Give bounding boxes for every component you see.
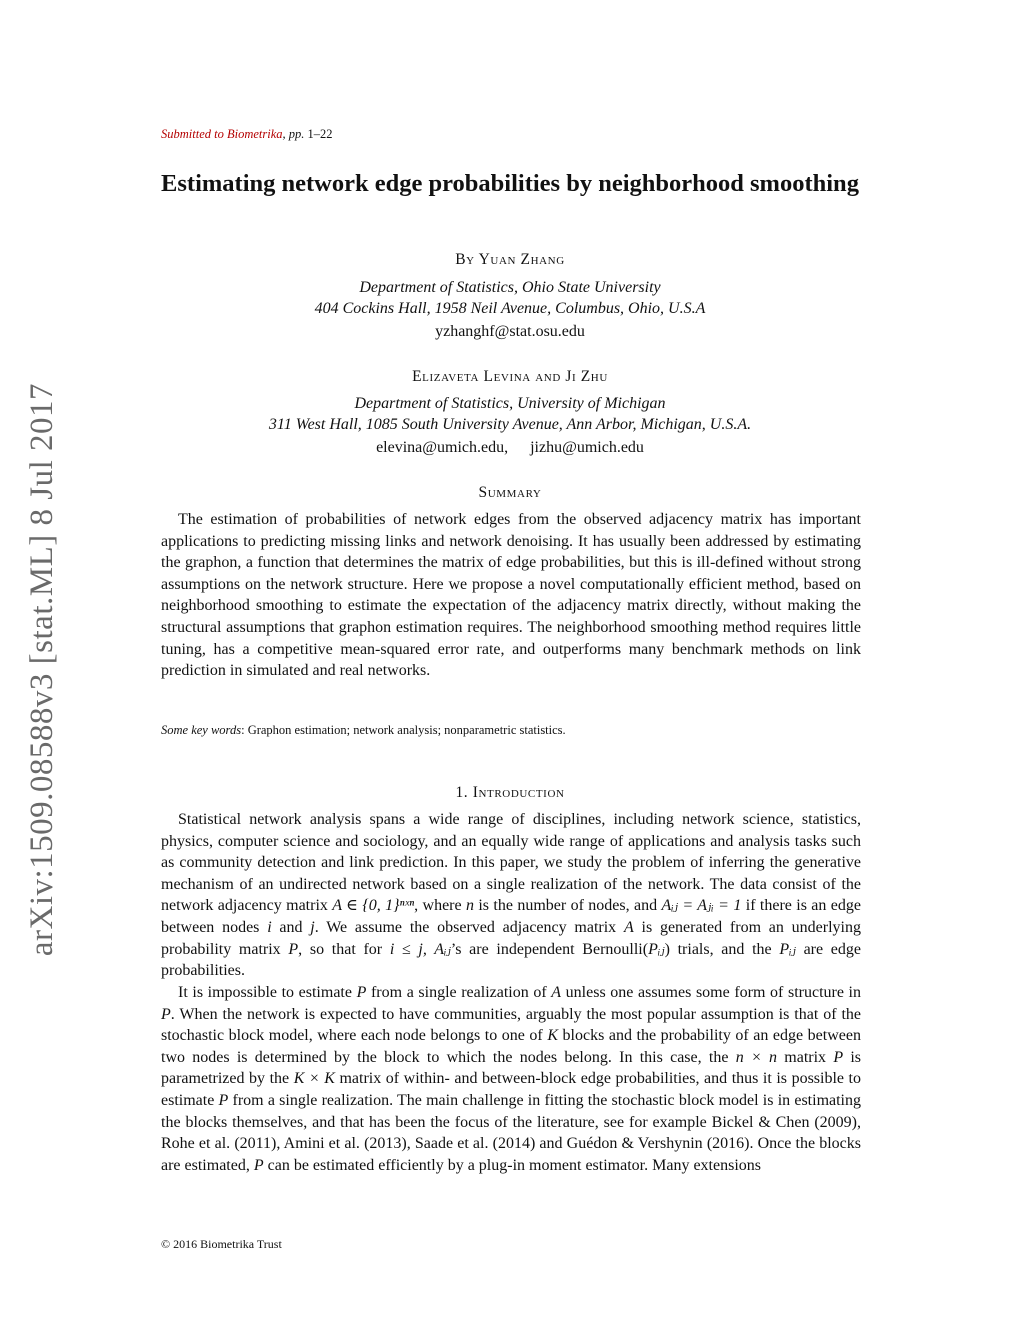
affiliation-2-department: Department of Statistics, University of Michigan [354, 395, 666, 412]
p2-text-8: matrix of within- and between-block edge probabilities, and thus it is possible to estimate [161, 1070, 862, 1109]
p1-text-3: is the number of nodes, and [473, 897, 662, 915]
email-levina[interactable]: elevina@umich.edu, [376, 439, 509, 456]
arxiv-id-text: arXiv:1509.08588v3 [stat.ML] 8 Jul 2017 [23, 383, 60, 957]
affiliation-2-address: 311 West Hall, 1085 South University Avenue, Ann Arbor, Michigan, U.S.A. [268, 416, 752, 433]
author-line-1: By Yuan Zhang [455, 251, 565, 268]
p1-text-6: . We assume the observed adjacency matrix [314, 918, 624, 936]
p1-text-2: , where [414, 897, 466, 915]
p2-text-10: can be estimated efficiently by a plug-in moment estimator. Many extensions [263, 1156, 761, 1174]
p2-text-1: It is impossible to estimate [178, 984, 357, 1001]
p2-text-9: from a single realization. The main challenge in fitting the stochastic block model is in estimating the blocks themselves, and that has been the focus of the literature, see for example Bickel & Chen (2009), Rohe et al. (2011), Amini et al. (2013), Saade et al. (2014) and Guédon & Vershynin (2016). Once the blocks are estimated, [161, 1091, 862, 1174]
journal-name[interactable]: Submitted to Biometrika [161, 127, 283, 141]
math-i-leq-j: i ≤ j, Aᵢⱼ [389, 940, 451, 958]
paper-title: Estimating network edge probabilities by neighborhood smoothing [161, 170, 859, 197]
math-a: A [551, 984, 562, 1001]
journal-header [161, 127, 333, 142]
math-p: P [218, 1091, 229, 1109]
math-adjacency-matrix: A ∈ {0, 1}ⁿˣⁿ [332, 897, 415, 915]
math-pij-2: Pᵢⱼ [779, 940, 796, 958]
journal-pages: 1–22 [307, 127, 333, 141]
math-p: P [356, 984, 367, 1001]
copyright-footer: © 2016 Biometrika Trust [161, 1237, 282, 1251]
math-i: i [267, 918, 272, 936]
math-j: j [310, 918, 315, 936]
keywords-label: Some key words [161, 723, 242, 737]
author-1-email[interactable]: yzhanghf@stat.osu.edu [435, 323, 585, 340]
affiliation-1-address: 404 Cockins Hall, 1958 Neil Avenue, Columbus, Ohio, U.S.A [314, 300, 706, 317]
p1-text-5: and [271, 918, 311, 936]
p2-text-5: blocks and the probability of an edge between two nodes is determined by the block to which the nodes belong. In this case, the [161, 1027, 861, 1066]
math-pij: Pᵢⱼ [648, 940, 665, 958]
p2-text-4: . When the network is expected to have communities, arguably the most popular assumption is that of the stochastic block model, where each node belongs to one of [161, 1005, 861, 1045]
p1-text-9: ’s are independent Bernoulli( [450, 940, 649, 958]
math-n-by-n: n × n [735, 1048, 778, 1066]
p2-text-7: is parametrized by the [161, 1048, 862, 1088]
math-p: P [833, 1048, 844, 1066]
math-k-by-k: K × K [293, 1070, 335, 1088]
introduction-heading: 1. Introduction [455, 784, 565, 801]
math-p: P [161, 1005, 171, 1023]
summary-heading: Summary [478, 484, 542, 501]
p1-text-8: , so that for [298, 940, 390, 958]
p1-text-4: if there is an edge between nodes [161, 897, 861, 936]
p1-text-7: is generated from an underlying probability matrix [161, 918, 861, 958]
math-p: P [253, 1156, 264, 1174]
intro-paragraph-2 [161, 982, 861, 1176]
keywords-text: Graphon estimation; network analysis; nonparametric statistics. [247, 723, 566, 737]
intro-paragraph-1 [161, 809, 861, 982]
p1-text-10: ) trials, and the [664, 940, 780, 958]
math-p: P [288, 940, 299, 958]
p1-text-11: are edge probabilities. [161, 940, 861, 980]
p2-text-6: matrix [777, 1048, 834, 1066]
journal-pp-label: , pp. [282, 127, 305, 141]
p2-text-2: from a single realization of [366, 984, 552, 1001]
author-line-2: Elizaveta Levina and Ji Zhu [412, 368, 608, 385]
p2-text-3: unless one assumes some form of structure in [561, 984, 862, 1001]
math-a: A [623, 918, 634, 936]
arxiv-stamp [12, 370, 72, 970]
math-n: n [465, 897, 474, 915]
author-2-emails [150, 439, 870, 457]
math-aij-symmetry: Aᵢⱼ = Aⱼᵢ = 1 [661, 897, 742, 915]
math-k: K [547, 1027, 558, 1045]
summary-text: The estimation of probabilities of network edges from the observed adjacency matrix has important applications to predicting missing links and network denoising. It has usually been addressed by estimating the graphon, a function that determines the matrix of edge probabilities, but this is ill-defined without strong assumptions on the network structure. Here we propose a novel computationally efficient method, based on neighborhood smoothing to estimate the expectation of the adjacency matrix directly, without making the structural assumptions that graphon estimation requires. The neighborhood smoothing method requires little tuning, has a competitive mean-squared error rate, and outperforms many benchmark methods on link prediction in simulated and real networks. [161, 511, 861, 680]
keywords: Some key words: Graphon estimation; network analysis; nonparametric statistics. [161, 723, 566, 737]
email-zhu[interactable]: jizhu@umich.edu [530, 439, 644, 456]
affiliation-1-department: Department of Statistics, Ohio State University [359, 279, 661, 296]
p1-text-1: Statistical network analysis spans a wide range of disciplines, including network science, statistics, physics, computer science and sociology, and an equally wide range of applications and analysis tasks such as community detection and link prediction. In this paper, we study the problem of inferring the generative mechanism of an undirected network based on a single realization of the network. The data consist of the network adjacency matrix [161, 811, 861, 915]
